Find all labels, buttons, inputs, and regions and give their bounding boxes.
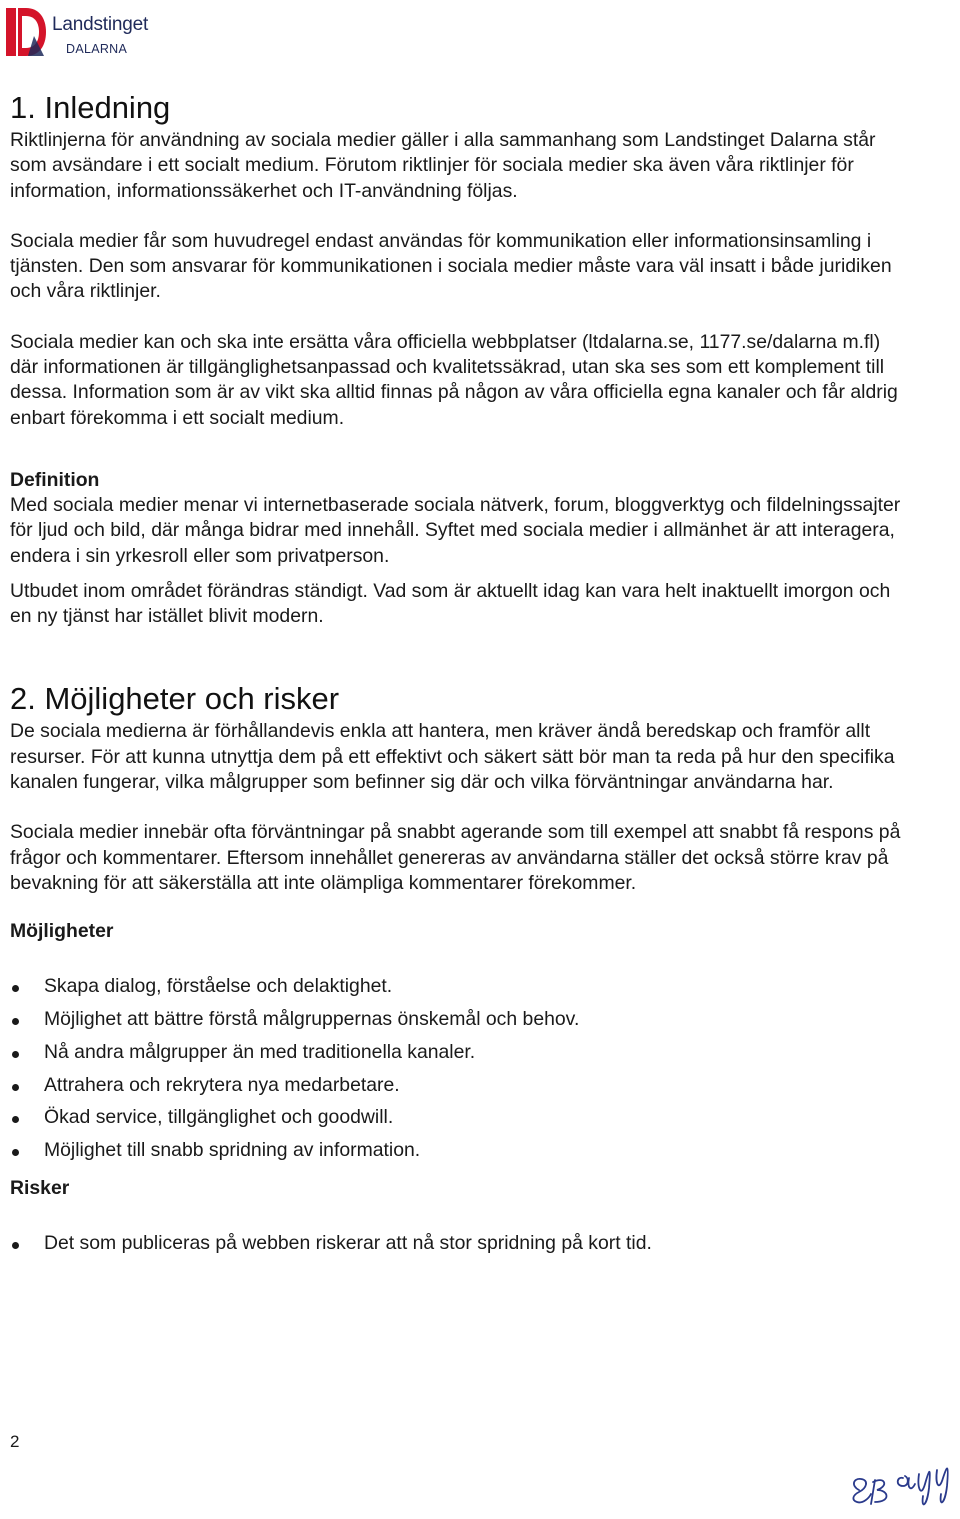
list-item: Skapa dialog, förståelse och delaktighet. [10,974,910,999]
paragraph: Riktlinjerna för användning av sociala medier gäller i alla sammanhang som Landstinget Dalarna står som avsändare i ett socialt medium. Förutom riktlinjer för sociala medier ska även våra riktlinjer för information, informationssäkerhet och IT-användning följas. [10,129,876,202]
handwritten-initials-signature [845,1448,960,1518]
list-item: Attrahera och rekrytera nya medarbetare. [10,1073,910,1098]
section-heading-mojligheter-och-risker: 2. Möjligheter och risker [10,681,340,717]
paragraph: Sociala medier kan och ska inte ersätta våra officiella webbplatser (ltdalarna.se, 1177.se/dalarna m.fl) där informationen är tillgänglighetsanpassad och kvalitetssäkrad, utan ska ses som ett komplement till dessa. Information som är av vikt ska alltid finnas på någon av våra officiella egna kanaler och får aldrig enbart förekomma i ett socialt medium. [10,330,898,429]
paragraph: Sociala medier får som huvudregel endast användas för kommunikation eller informationsinsamling i tjänsten. Den som ansvarar för kommunikationen i sociala medier måste vara väl insatt i både juridiken och våra riktlinjer. [10,229,892,303]
paragraph: De sociala medierna är förhållandevis enkla att hantera, men kräver ändå beredskap och framför allt resurser. För att kunna utnyttja dem på ett effektivt och säkert sätt bör man ta reda på hur den specifika kanalen fungerar, vilka målgrupper som befinner sig där och vilka förväntningar användarna har. [10,720,895,794]
list-item: Möjlighet till snabb spridning av information. [10,1138,910,1163]
subheading-mojligheter: Möjligheter [10,920,114,943]
bullet-icon [12,1084,19,1091]
bullet-icon [12,1116,19,1123]
paragraph: Med sociala medier menar vi internetbaserade sociala nätverk, forum, bloggverktyg och fildelningssajter för ljud och bild, där många bidrar med innehåll. Syftet med sociala medier i allmänhet är att interagera, endera i sin yrkesroll eller som privatperson. [10,493,901,567]
list-item: Nå andra målgrupper än med traditionella kanaler. [10,1040,910,1065]
risks-list [10,1231,910,1256]
bullet-icon [12,1242,19,1249]
logo [6,6,149,58]
subheading-definition: Definition [10,468,100,491]
page-number: 2 [10,1432,20,1451]
list-item: Ökad service, tillgänglighet och goodwill. [10,1105,910,1130]
document-body [10,88,910,1264]
logo-name: Landstinget [52,14,149,35]
bullet-icon [12,1018,19,1025]
bullet-icon [12,985,19,992]
opportunities-list [10,974,910,1163]
logo-region: DALARNA [66,42,128,56]
landstinget-logo-icon [6,8,46,56]
bullet-icon [12,1149,19,1156]
subheading-risker: Risker [10,1177,70,1200]
list-item: Möjlighet att bättre förstå målgruppernas önskemål och behov. [10,1007,910,1032]
paragraph: Utbudet inom området förändras ständigt. Vad som är aktuellt idag kan vara helt inaktuellt imorgon och en ny tjänst har istället blivit modern. [10,579,891,628]
paragraph: Sociala medier innebär ofta förväntningar på snabbt agerande som till exempel att snabbt få respons på frågor och kommentarer. Eftersom innehållet genereras av användarna ställer det också större krav på bevakning för att säkerställa att inte olämpliga kommentarer förekommer. [10,821,901,894]
section-heading-inledning: 1. Inledning [10,90,171,125]
bullet-icon [12,1051,19,1058]
list-item: Det som publiceras på webben riskerar att nå stor spridning på kort tid. [10,1231,910,1256]
